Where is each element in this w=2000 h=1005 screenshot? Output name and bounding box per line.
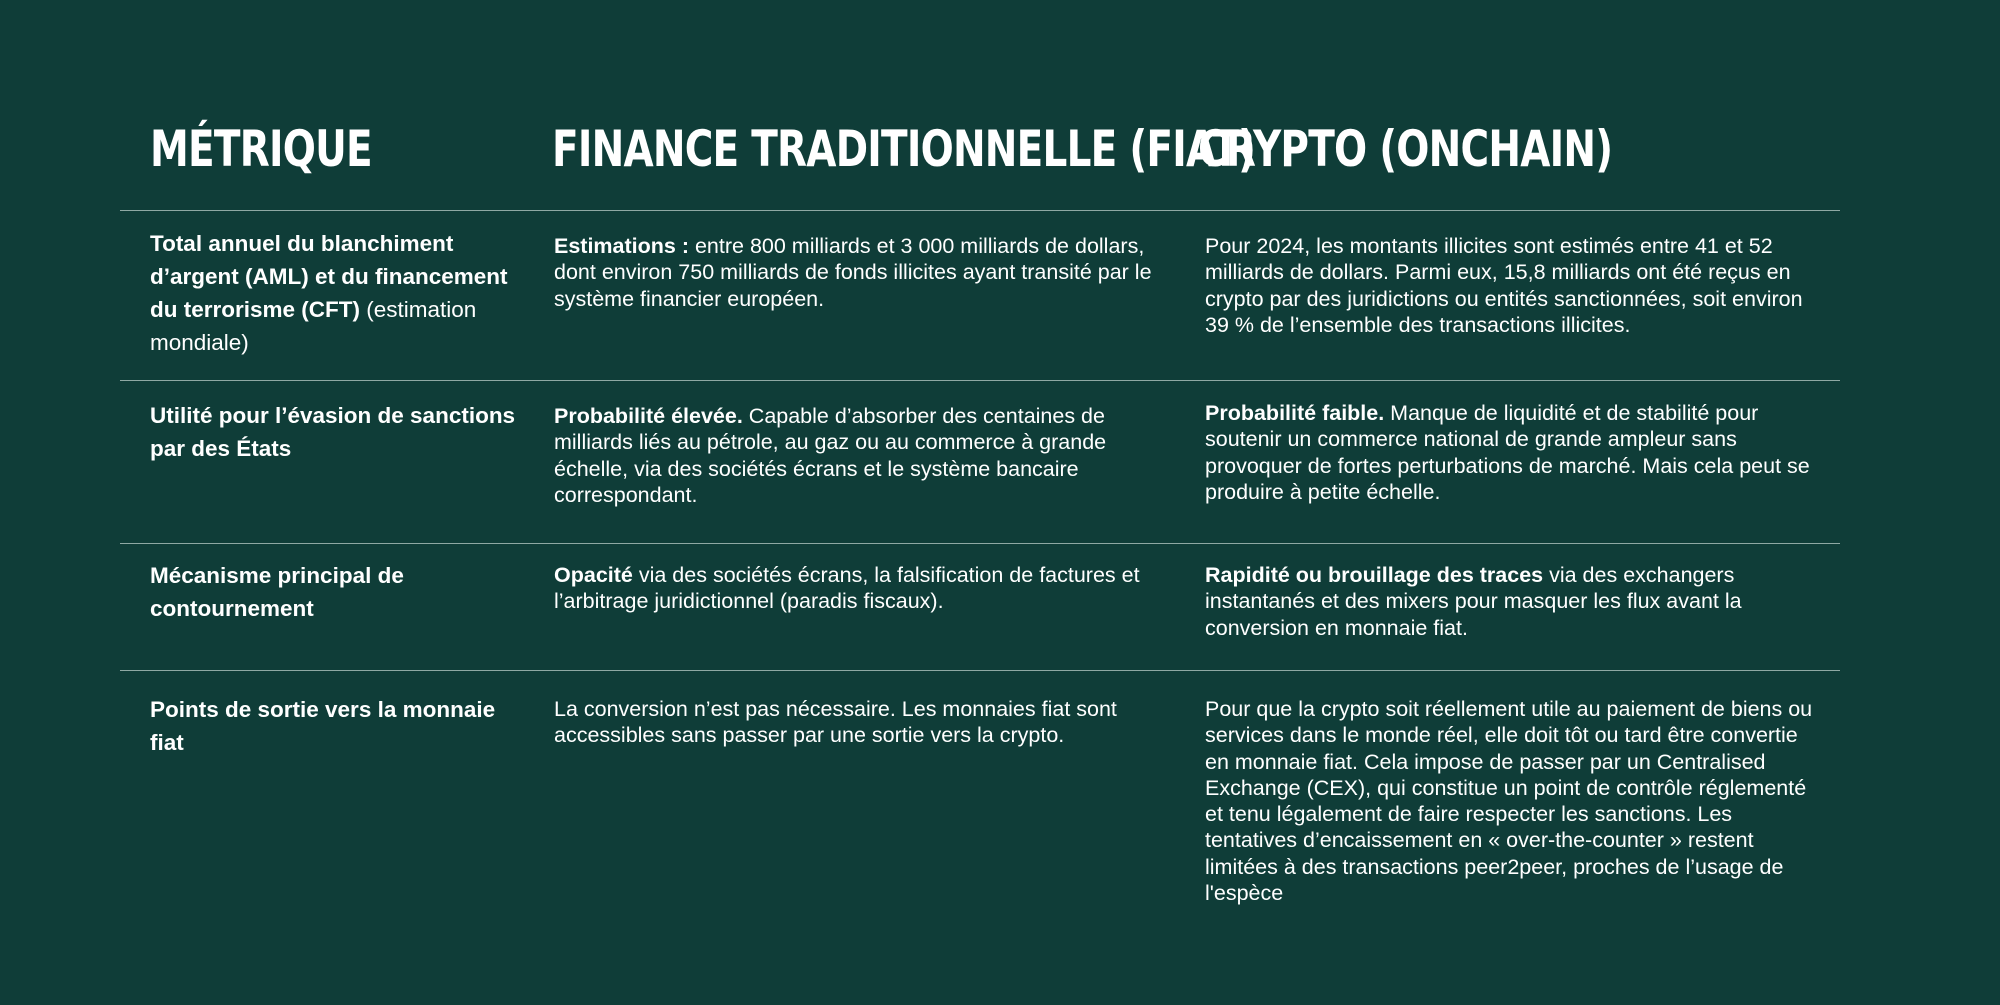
fiat-cell [554, 403, 1154, 508]
fiat-cell [554, 696, 1154, 749]
fiat-text: Capable d’absorber des centaines de milliards liés au pétrole, au gaz ou au commerce à grande échelle, via des sociétés écrans et le système bancaire correspondant. [554, 404, 1107, 507]
fiat-lead: Estimations : [554, 234, 689, 258]
metric-cell [150, 693, 530, 759]
metric-note: (estimation mondiale) [150, 297, 477, 355]
row-divider [120, 380, 1840, 381]
metric-label: Utilité pour l’évasion de sanctions par des États [150, 403, 516, 461]
fiat-text: entre 800 milliards et 3 000 milliards de dollars, dont environ 750 milliards de fonds illicites ayant transité par le système financier européen. [554, 234, 1152, 311]
metric-label: Points de sortie vers la monnaie fiat [150, 697, 496, 755]
crypto-lead: Probabilité faible. [1205, 401, 1385, 425]
header-metric: MÉTRIQUE [150, 120, 372, 178]
metric-cell [150, 559, 530, 625]
fiat-lead: Opacité [554, 563, 633, 587]
crypto-cell [1205, 696, 1815, 906]
crypto-cell [1205, 562, 1815, 641]
crypto-text: via des exchangers instantanés et des mixers pour masquer les flux avant la conversion en monnaie fiat. [1205, 563, 1742, 640]
row-divider [120, 210, 1840, 211]
crypto-text: Pour que la crypto soit réellement utile au paiement de biens ou services dans le monde réel, elle doit tôt ou tard être convertie en monnaie fiat. Cela impose de passer par un Centralised Exchange (CEX), qui constitue un point de contrôle réglementé et tenu légalement de faire respecter les sanctions. Les tentatives d’encaissement en « over-the-counter » restent limitées à des transactions peer2peer, proches de l’usage de l'espèce [1205, 697, 1813, 906]
fiat-lead: Probabilité élevée. [554, 404, 743, 428]
metric-cell [150, 399, 530, 465]
metric-label: Total annuel du blanchiment d’argent (AML) et du financement du terrorisme (CFT) [150, 231, 508, 322]
header-fiat: FINANCE TRADITIONNELLE (FIAT) [552, 120, 1256, 178]
row-divider [120, 543, 1840, 544]
metric-label: Mécanisme principal de contournement [150, 563, 404, 621]
crypto-text: Pour 2024, les montants illicites sont estimés entre 41 et 52 milliards de dollars. Parmi eux, 15,8 milliards ont été reçus en crypto par des juridictions ou entités sanctionnées, soit environ 39 % de l’ensemble des transactions illicites. [1205, 234, 1803, 337]
crypto-text: Manque de liquidité et de stabilité pour soutenir un commerce national de grande ampleur sans provoquer de fortes perturbations de marché. Mais cela peut se produire à petite échelle. [1205, 401, 1810, 504]
crypto-cell [1205, 233, 1815, 338]
crypto-cell [1205, 400, 1815, 505]
fiat-cell [554, 562, 1154, 615]
row-divider [120, 670, 1840, 671]
fiat-text: via des sociétés écrans, la falsification de factures et l’arbitrage juridictionnel (paradis fiscaux). [554, 563, 1140, 614]
fiat-cell [554, 233, 1154, 312]
metric-cell [150, 227, 530, 359]
fiat-text: La conversion n’est pas nécessaire. Les monnaies fiat sont accessibles sans passer par une sortie vers la crypto. [554, 697, 1117, 748]
header-crypto: CRYPTO (ONCHAIN) [1198, 120, 1613, 178]
crypto-lead: Rapidité ou brouillage des traces [1205, 563, 1544, 587]
